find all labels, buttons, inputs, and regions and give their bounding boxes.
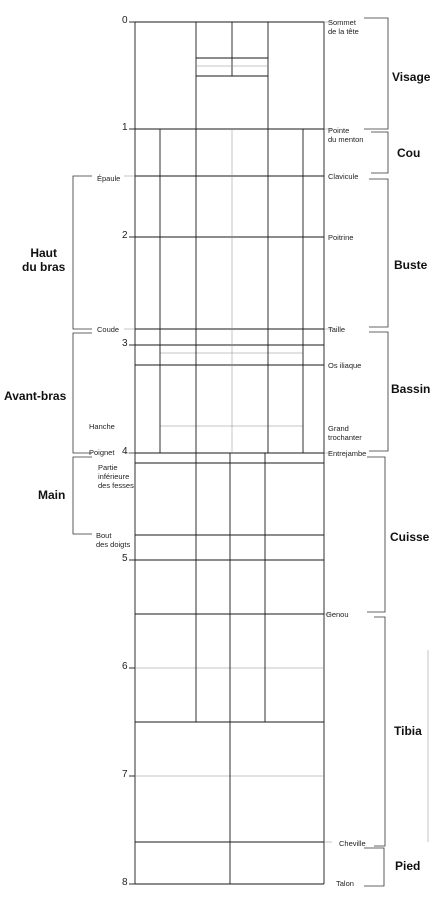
- label-clavicule: Clavicule: [328, 172, 359, 181]
- segment-avant-bras: Avant-bras: [4, 389, 67, 403]
- segment-buste: Buste: [394, 258, 428, 272]
- scale-number-7: 7: [122, 769, 128, 780]
- bracket-pied: [364, 848, 384, 886]
- label-poitrine: Poitrine: [328, 233, 354, 242]
- scale-number-6: 6: [122, 661, 128, 672]
- label-talon: Talon: [336, 879, 354, 888]
- label-cheville: Cheville: [339, 839, 366, 848]
- label-entrejambe: Entrejambe: [328, 449, 367, 458]
- segment-main: Main: [38, 488, 66, 502]
- bracket-bassin: [369, 332, 388, 451]
- scale-number-8: 8: [122, 877, 128, 888]
- segment-bassin: Bassin: [391, 382, 431, 396]
- segment-cuisse: Cuisse: [390, 530, 430, 544]
- label-fesses: Partie inférieure des fesses: [98, 463, 134, 490]
- label-menton: Pointe du menton: [328, 126, 364, 144]
- scale-number-5: 5: [122, 553, 128, 564]
- segment-tibia: Tibia: [394, 724, 422, 738]
- bracket-haut-du-bras: [73, 176, 92, 329]
- label-bout-doigts: Bout des doigts: [96, 531, 131, 549]
- bracket-main: [73, 457, 92, 534]
- bracket-visage: [364, 18, 388, 129]
- label-poignet: Poignet: [89, 448, 115, 457]
- segment-haut-du-bras: Haut du bras: [22, 246, 66, 274]
- label-sommet: Sommet de la tête: [328, 18, 359, 36]
- segment-visage: Visage: [392, 70, 431, 84]
- label-taille: Taille: [328, 325, 346, 334]
- bracket-tibia: [374, 617, 385, 846]
- label-trochanter: Grand trochanter: [328, 424, 362, 442]
- bracket-buste: [369, 179, 388, 327]
- label-epaule: Épaule: [97, 174, 121, 183]
- scale-number-3: 3: [122, 338, 128, 349]
- label-coude: Coude: [97, 325, 120, 334]
- segment-pied: Pied: [395, 859, 421, 873]
- bracket-cuisse: [367, 457, 385, 612]
- label-os-iliaque: Os iliaque: [328, 361, 362, 370]
- label-hanche: Hanche: [89, 422, 115, 431]
- bracket-cou: [371, 132, 388, 173]
- scale-number-1: 1: [122, 122, 128, 133]
- scale-number-2: 2: [122, 230, 128, 241]
- scale-number-0: 0: [122, 15, 128, 26]
- bracket-avant-bras: [73, 333, 92, 453]
- segment-cou: Cou: [397, 146, 421, 160]
- label-genou: Genou: [326, 610, 349, 619]
- scale-number-4: 4: [122, 446, 128, 457]
